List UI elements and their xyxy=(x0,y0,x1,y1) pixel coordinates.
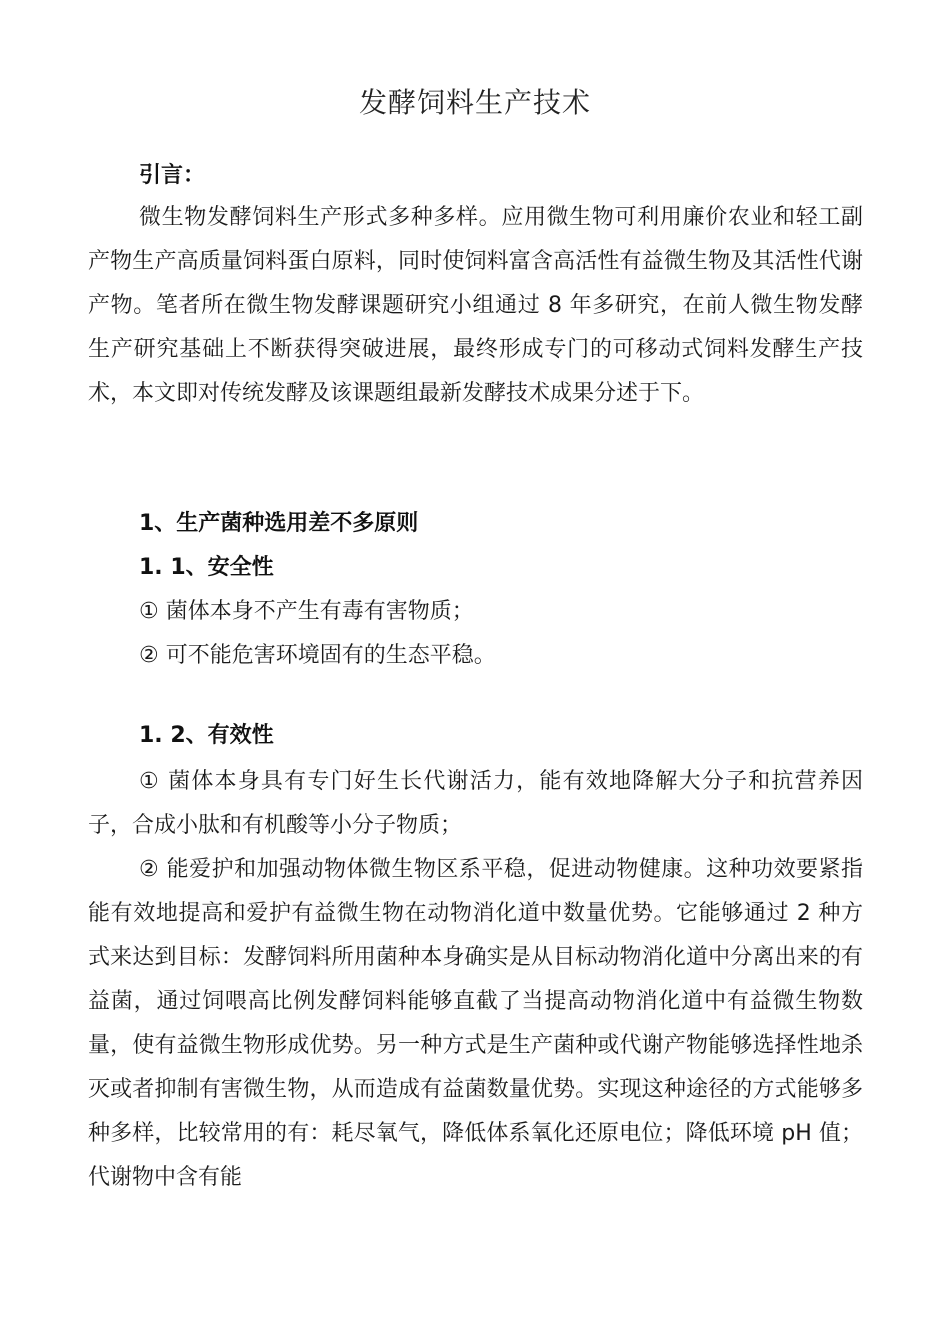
section-1-2-heading: 1. 2、有效性 xyxy=(139,723,274,748)
intro-heading: 引言： xyxy=(139,163,206,188)
section-1-1-item: ② 可不能危害环境固有的生态平稳。 xyxy=(139,643,496,668)
section-1-1-item: ① 菌体本身不产生有毒有害物质； xyxy=(139,599,474,624)
intro-paragraph: 微生物发酵饲料生产形式多种多样。应用微生物可利用廉价农业和轻工副产物生产高质量饲料蛋白原料，同时使饲料富含高活性有益微生物及其活性代谢产物。笔者所在微生物发酵课题研究小组通过 8 年多研究，在前人微生物发酵生产研究基础上不断获得突破进展，最终形成专门的可移动式饲料发酵生产技术，本文即对传统发酵及该课题组最新发酵技术成果分述于下。 xyxy=(88,205,863,406)
section-1-2-paragraph-2: ② 能爱护和加强动物体微生物区系平稳，促进动物健康。这种功效要紧指能有效地提高和爱护有益微生物在动物消化道中数量优势。它能够通过 2 种方式来达到目标：发酵饲料所用菌种本身确实是从目标动物消化道中分离出来的有益菌，通过饲喂高比例发酵饲料能够直截了当提高动物消化道中有益微生物数量，使有益微生物形成优势。另一种方式是生产菌种或代谢产物能够选择性地杀灭或者抑制有害微生物，从而造成有益菌数量优势。实现这种途径的方式能够多种多样，比较常用的有：耗尽氧气，降低体系氧化还原电位；降低环境 pH 值；代谢物中含有能 xyxy=(88,857,863,1190)
section-1-1-heading: 1. 1、安全性 xyxy=(139,555,274,580)
section-1-heading: 1、生产菌种选用差不多原则 xyxy=(139,511,419,536)
document-title: 发酵饲料生产技术 xyxy=(358,86,591,119)
section-1-2-paragraph-1: ① 菌体本身具有专门好生长代谢活力，能有效地降解大分子和抗营养因子，合成小肽和有机酸等小分子物质； xyxy=(88,769,863,838)
